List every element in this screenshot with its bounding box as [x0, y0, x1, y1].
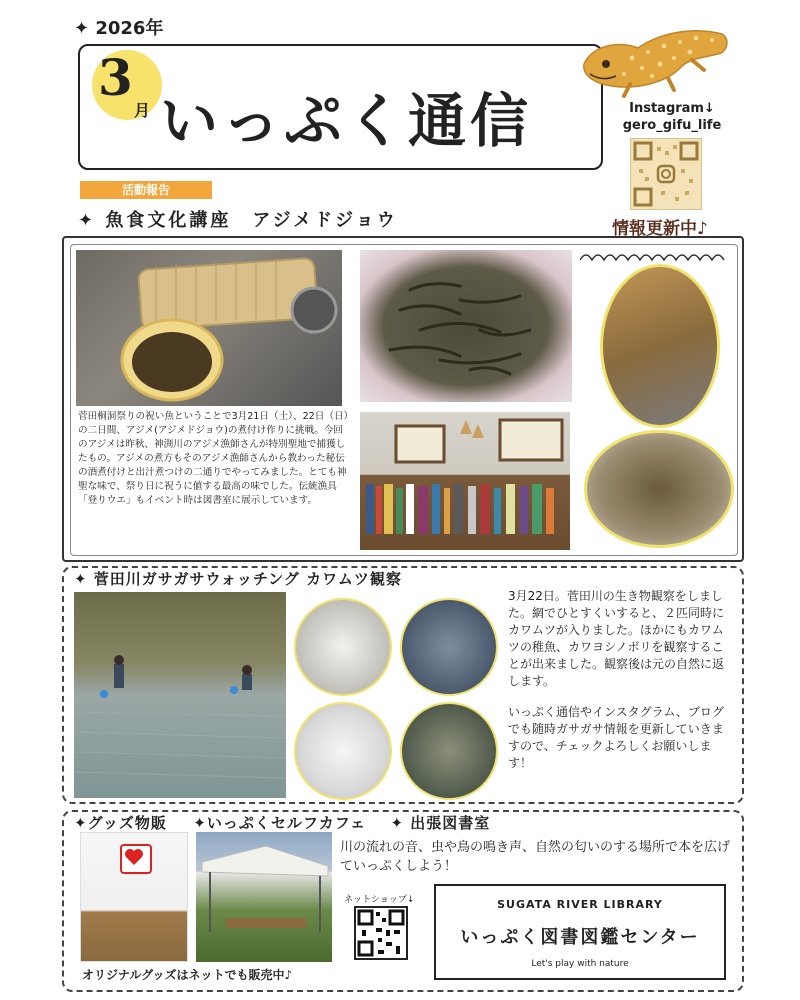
- photo-simmered-loaches: [584, 430, 734, 548]
- heart-icon: [122, 846, 146, 868]
- salamander-illustration: [572, 12, 732, 102]
- library-heading: ✦ 出張図書室: [390, 814, 491, 832]
- month-kanji: 月: [134, 101, 151, 120]
- tent-drawing: [196, 832, 332, 962]
- instagram-title: Instagram↓: [629, 101, 715, 116]
- section2-paragraph-1: 3月22日。菅田川の生き物観察をしました。網でひとすくいすると、２匹同時にカワムツが入りました。ほかにもカワムツの稚魚、カワヨシノボリを観察することが出来ました。観察後は元の自然に返します。: [508, 589, 725, 688]
- photo-catching-fish: [400, 598, 498, 696]
- photo-library-display-shelf: [360, 412, 570, 550]
- photo-ajime-loaches-plate: [360, 250, 572, 402]
- library-tagline: Let's play with nature: [531, 959, 629, 969]
- update-notice: 情報更新中♪: [612, 219, 708, 239]
- heart-sign-icon: [120, 844, 152, 874]
- library-english-name: SUGATA RIVER LIBRARY: [497, 898, 663, 911]
- library-japanese-name: いっぷく図書図鑑センター: [460, 927, 700, 948]
- net-shop-label: ネットショップ↓: [344, 895, 415, 905]
- photo-self-cafe-tent: [196, 832, 332, 962]
- month-number: 3: [98, 48, 133, 107]
- library-name-box: [434, 884, 726, 980]
- trap-bucket-drawing: [76, 250, 342, 406]
- photo-fish-in-bucket: [294, 702, 392, 800]
- photo-trap-on-rocks: [600, 264, 720, 428]
- instagram-qr-code[interactable]: [630, 138, 702, 210]
- photo-children-with-net: [400, 702, 498, 800]
- photo-fish-trap-bucket: [76, 250, 342, 406]
- issue-year: ✦ 2026年: [74, 18, 164, 39]
- activity-report-tag: 活動報告: [80, 181, 212, 199]
- net-shop-qr-code[interactable]: [354, 906, 408, 960]
- photo-river-watching: [74, 592, 286, 798]
- qr-pattern-icon: [631, 139, 701, 209]
- goods-caption: オリジナルグッズはネットでも販売中♪: [82, 968, 293, 982]
- qr-code-icon: [356, 908, 406, 958]
- cafe-heading: ✦いっぷくセルフカフェ: [193, 814, 366, 832]
- instagram-handle[interactable]: gero_gifu_life: [622, 118, 722, 133]
- section1-heading: ✦ 魚食文化講座 アジメドジョウ: [78, 210, 398, 231]
- shelf-drawing: [360, 412, 570, 550]
- section2-heading: ✦ 菅田川ガサガサウォッチング カワムツ観察: [70, 568, 406, 589]
- newsletter-title: いっぷく通信: [160, 87, 533, 155]
- section3-description: 川の流れの音、虫や鳥の鳴き声、自然の匂いのする場所で本を広げていっぷくしよう！: [340, 840, 731, 874]
- photo-observation-label: [294, 598, 392, 696]
- section2-text: [508, 588, 734, 772]
- section2-paragraph-2: いっぷく通信やインスタグラム、ブログでも随時ガサガサ情報を更新していきますので、チェックよろしくお願いします！: [508, 705, 724, 770]
- loaches-drawing: [360, 250, 572, 402]
- section3-headings: [70, 812, 494, 833]
- instagram-label: [612, 100, 732, 134]
- goods-heading: ✦グッズ物販: [74, 814, 167, 832]
- river-drawing: [74, 592, 286, 798]
- section1-paragraph: 菅田桐洞祭りの祝い魚ということで3月21日（土）、22日（日）の二日間、アジメ(アジメドジョウ)の煮付け作りに挑戦。今回のアジメは昨秋、神渕川のアジメ漁師さんが特別聖地で捕獲したもの。アジメの煮方もそのアジメ漁師さんから教わった秘伝の酒煮付けと出汁煮つけの二通りでやってみました。とても神聖な味で、祭り日に祝うに値する最高の味でした。伝統漁具「登りウエ」もイベント時は図書室に展示しています。: [78, 411, 349, 506]
